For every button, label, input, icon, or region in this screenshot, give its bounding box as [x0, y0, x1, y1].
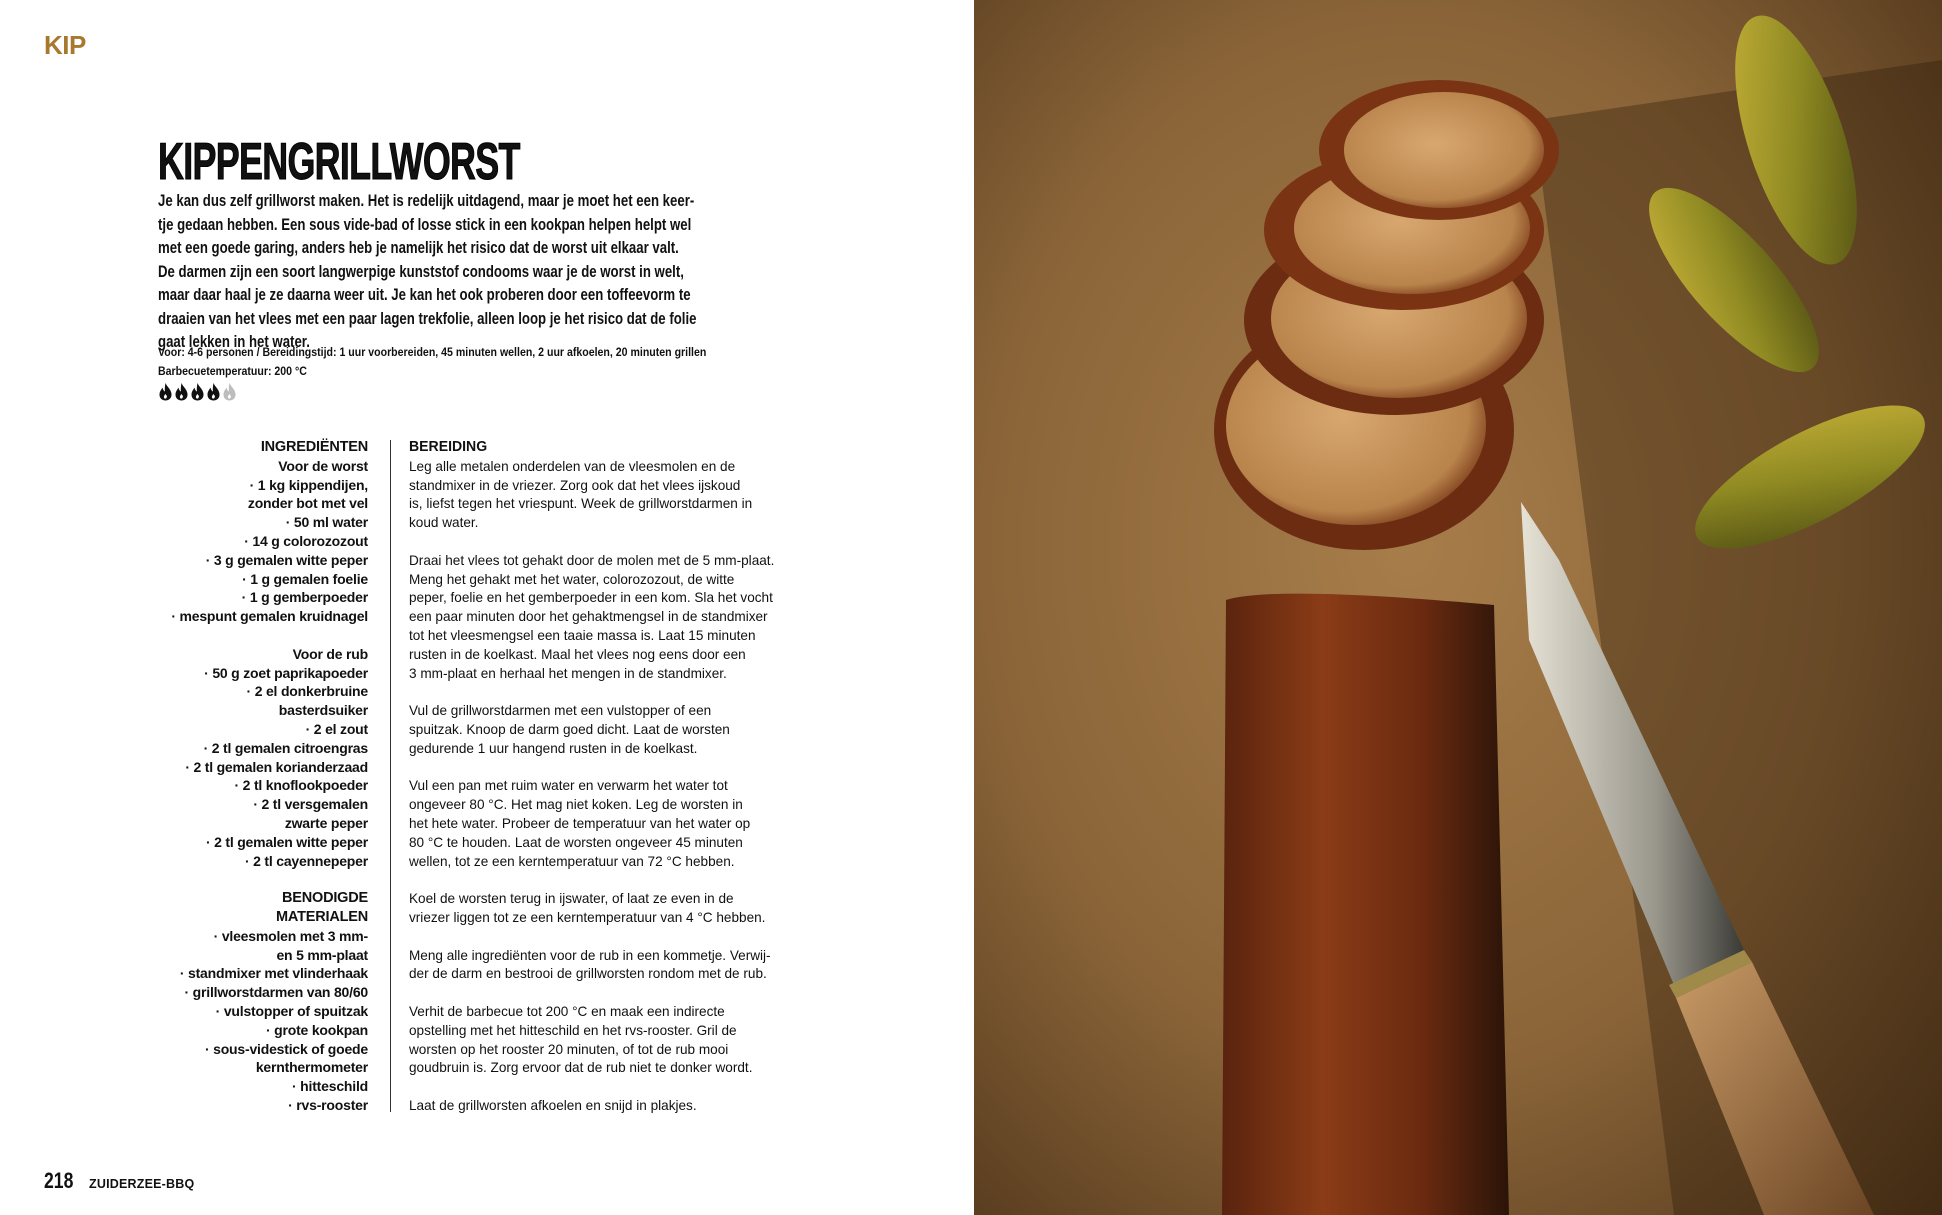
ingredients-heading: BENODIGDE [281, 890, 368, 907]
ingredient-line: · vleesmolen met 3 mm- [213, 927, 368, 944]
intro-line: draaien van het vlees met een paar lagen trekfolie, alleen loop je het risico dat de folie [158, 309, 697, 328]
intro-line: maar daar haal je ze daarna weer uit. Je kan het ook proberen door een toffeevorm te [158, 286, 691, 304]
preparation-line: Vul de grillworstdarmen met een vulstopper of een [409, 702, 712, 719]
ingredient-line: · grillworstdarmen van 80/60 [184, 984, 368, 1001]
intro-line: gaat lekken in het water. [158, 333, 310, 351]
column-divider [390, 440, 391, 1112]
page-number: 218 [44, 1168, 74, 1193]
ingredient-line: · standmixer met vlinderhaak [179, 965, 368, 982]
spacer [150, 870, 368, 889]
ingredient-line: · 2 tl gemalen citroengras [203, 739, 368, 756]
preparation-line: worsten op het rooster 20 minuten, of tot de rub mooi [409, 1040, 729, 1057]
ingredient-line: · vulstopper of spuitzak [215, 1002, 368, 1019]
ingredient-line: · hitteschild [292, 1078, 368, 1095]
meta-line: Voor: 4-6 personen / Bereidingstijd: 1 uur voorbereiden, 45 minuten wellen, 2 uur afkoelen, 20 minuten grillen [158, 347, 707, 359]
ingredient-line: · sous-videstick of goede [204, 1040, 368, 1057]
preparation-line: rusten in de koelkast. Maal het vlees nog eens door een [409, 645, 746, 662]
ingredient-line: · 2 el donkerbruine [246, 683, 368, 700]
intro-line: Je kan dus zelf grillworst maken. Het is redelijk uitdagend, maar je moet het een keer- [158, 192, 695, 210]
ingredient-line: basterdsuiker [278, 702, 368, 719]
intro-line: tje gedaan hebben. Een sous vide-bad of losse stick in een kookpan helpen helpt wel [158, 215, 692, 234]
preparation-line: Meng het gehakt met het water, colorozozout, de witte [409, 570, 735, 587]
preparation-line: der de darm en bestrooi de grillworsten rondom met de rub. [409, 965, 767, 982]
preparation-line: Draai het vlees tot gehakt door de molen met de 5 mm-plaat. [409, 551, 775, 568]
preparation-line: Laat de grillworsten afkoelen en snijd in plakjes. [409, 1096, 697, 1113]
ingredient-line: · 1 kg kippendijen, [249, 476, 368, 493]
ingredient-line: · rvs-rooster [288, 1096, 368, 1113]
ingredient-line: · 3 g gemalen witte peper [205, 551, 368, 568]
preparation-line: Vul een pan met ruim water en verwarm het water tot [409, 777, 728, 794]
ingredients-heading: INGREDIËNTEN [260, 439, 368, 455]
preparation-line: peper, foelie en het gemberpoeder in een kom. Sla het vocht [409, 589, 773, 606]
ingredient-line: · 1 g gemalen foelie [242, 570, 368, 587]
recipe-photo [974, 0, 1942, 1215]
preparation-line: tot het vleesmengsel een taaie massa is. Laat 15 minuten [409, 626, 756, 643]
preparation-line: goudbruin is. Zorg ervoor dat de rub niet te donker wordt. [409, 1059, 753, 1076]
ingredients-heading: MATERIALEN [276, 908, 368, 925]
ingredient-line: · 2 tl gemalen korianderzaad [185, 758, 368, 775]
preparation-line: ongeveer 80 °C. Het mag niet koken. Leg de worsten in [409, 796, 743, 813]
intro-line: De darmen zijn een soort langwerpige kunststof condooms waar je de worst in welt, [158, 262, 684, 281]
book-title: ZUIDERZEE-BBQ [89, 1177, 195, 1191]
spacer [409, 1077, 774, 1096]
ingredient-line: kernthermometer [255, 1059, 368, 1076]
flame-icon [222, 382, 237, 401]
preparation-line: wellen, tot ze een kerntemperatuur van 72 °C hebben. [409, 852, 735, 869]
ingredient-line: zwarte peper [284, 814, 368, 831]
flame-icon [190, 382, 205, 401]
flame-icon [174, 382, 189, 401]
spacer [150, 626, 368, 645]
ingredient-line: · 50 ml water [285, 514, 368, 531]
spacer [409, 682, 774, 701]
ingredients-column [150, 438, 368, 1115]
preparation-line: spuitzak. Knoop de darm goed dicht. Laat de worsten [409, 720, 730, 737]
preparation-line: Meng alle ingrediënten voor de rub in een kommetje. Verwij- [409, 946, 771, 963]
preparation-line: opstelling met het hitteschild en het rvs-rooster. Gril de [409, 1021, 737, 1038]
intro-paragraph [158, 190, 831, 355]
preparation-line: 3 mm-plaat en herhaal het mengen in de standmixer. [409, 664, 727, 681]
ingredient-line: Voor de worst [278, 457, 368, 474]
ingredient-line: · 2 el zout [305, 720, 368, 737]
spacer [409, 983, 774, 1002]
preparation-line: het hete water. Probeer de temperatuur van het water op [409, 814, 751, 831]
preparation-line: koud water. [409, 514, 479, 531]
recipe-title: KIPPENGRILLWORST [158, 133, 520, 191]
ingredient-line: · 50 g zoet paprikapoeder [204, 664, 368, 681]
spacer [409, 758, 774, 777]
ingredient-line: Voor de rub [292, 645, 368, 662]
preparation-line: 80 °C te houden. Laat de worsten ongeveer 45 minuten [409, 833, 743, 850]
preparation-line: Verhit de barbecue tot 200 °C en maak een indirecte [409, 1002, 725, 1019]
preparation-line: Koel de worsten terug in ijswater, of laat ze even in de [409, 890, 734, 907]
difficulty-rating [158, 382, 237, 401]
ingredient-line: · 2 tl knoflookpoeder [234, 777, 368, 794]
ingredient-line: · 2 tl gemalen witte peper [205, 833, 368, 850]
ingredient-line: · mespunt gemalen kruidnagel [171, 608, 368, 625]
spacer [409, 870, 774, 889]
flame-icon [206, 382, 221, 401]
spacer [409, 532, 774, 551]
preparation-line: vriezer liggen tot ze een kerntemperatuur van 4 °C hebben. [409, 908, 766, 925]
preparation-line: standmixer in de vriezer. Zorg ook dat het vlees ijskoud [409, 476, 741, 493]
ingredient-line: en 5 mm-plaat [276, 946, 368, 963]
page-footer [44, 1168, 194, 1194]
meta-line: Barbecuetemperatuur: 200 °C [158, 365, 307, 378]
flame-icon [158, 382, 173, 401]
preparation-line: een paar minuten door het gehaktmengsel in de standmixer [409, 608, 768, 625]
ingredient-line: · 2 tl versgemalen [253, 796, 368, 813]
section-label: KIP [44, 30, 86, 60]
preparation-line: Leg alle metalen onderdelen van de vleesmolen en de [409, 457, 736, 474]
spacer [409, 927, 774, 946]
preparation-column [409, 438, 786, 1115]
recipe-meta [158, 344, 754, 381]
ingredient-line: zonder bot met vel [247, 495, 368, 512]
ingredient-line: · 14 g colorozozout [244, 532, 368, 549]
intro-line: met een goede garing, anders heb je namelijk het risico dat de worst uit elkaar valt. [158, 239, 679, 257]
preparation-heading: BEREIDING [409, 439, 488, 455]
ingredient-line: · 1 g gemberpoeder [241, 589, 368, 606]
ingredient-line: · grote kookpan [265, 1021, 368, 1038]
preparation-line: is, liefst tegen het vriespunt. Week de grillworstdarmen in [409, 495, 753, 512]
ingredient-line: · 2 tl cayennepeper [244, 852, 368, 869]
preparation-line: gedurende 1 uur hangend rusten in de koelkast. [409, 739, 698, 756]
